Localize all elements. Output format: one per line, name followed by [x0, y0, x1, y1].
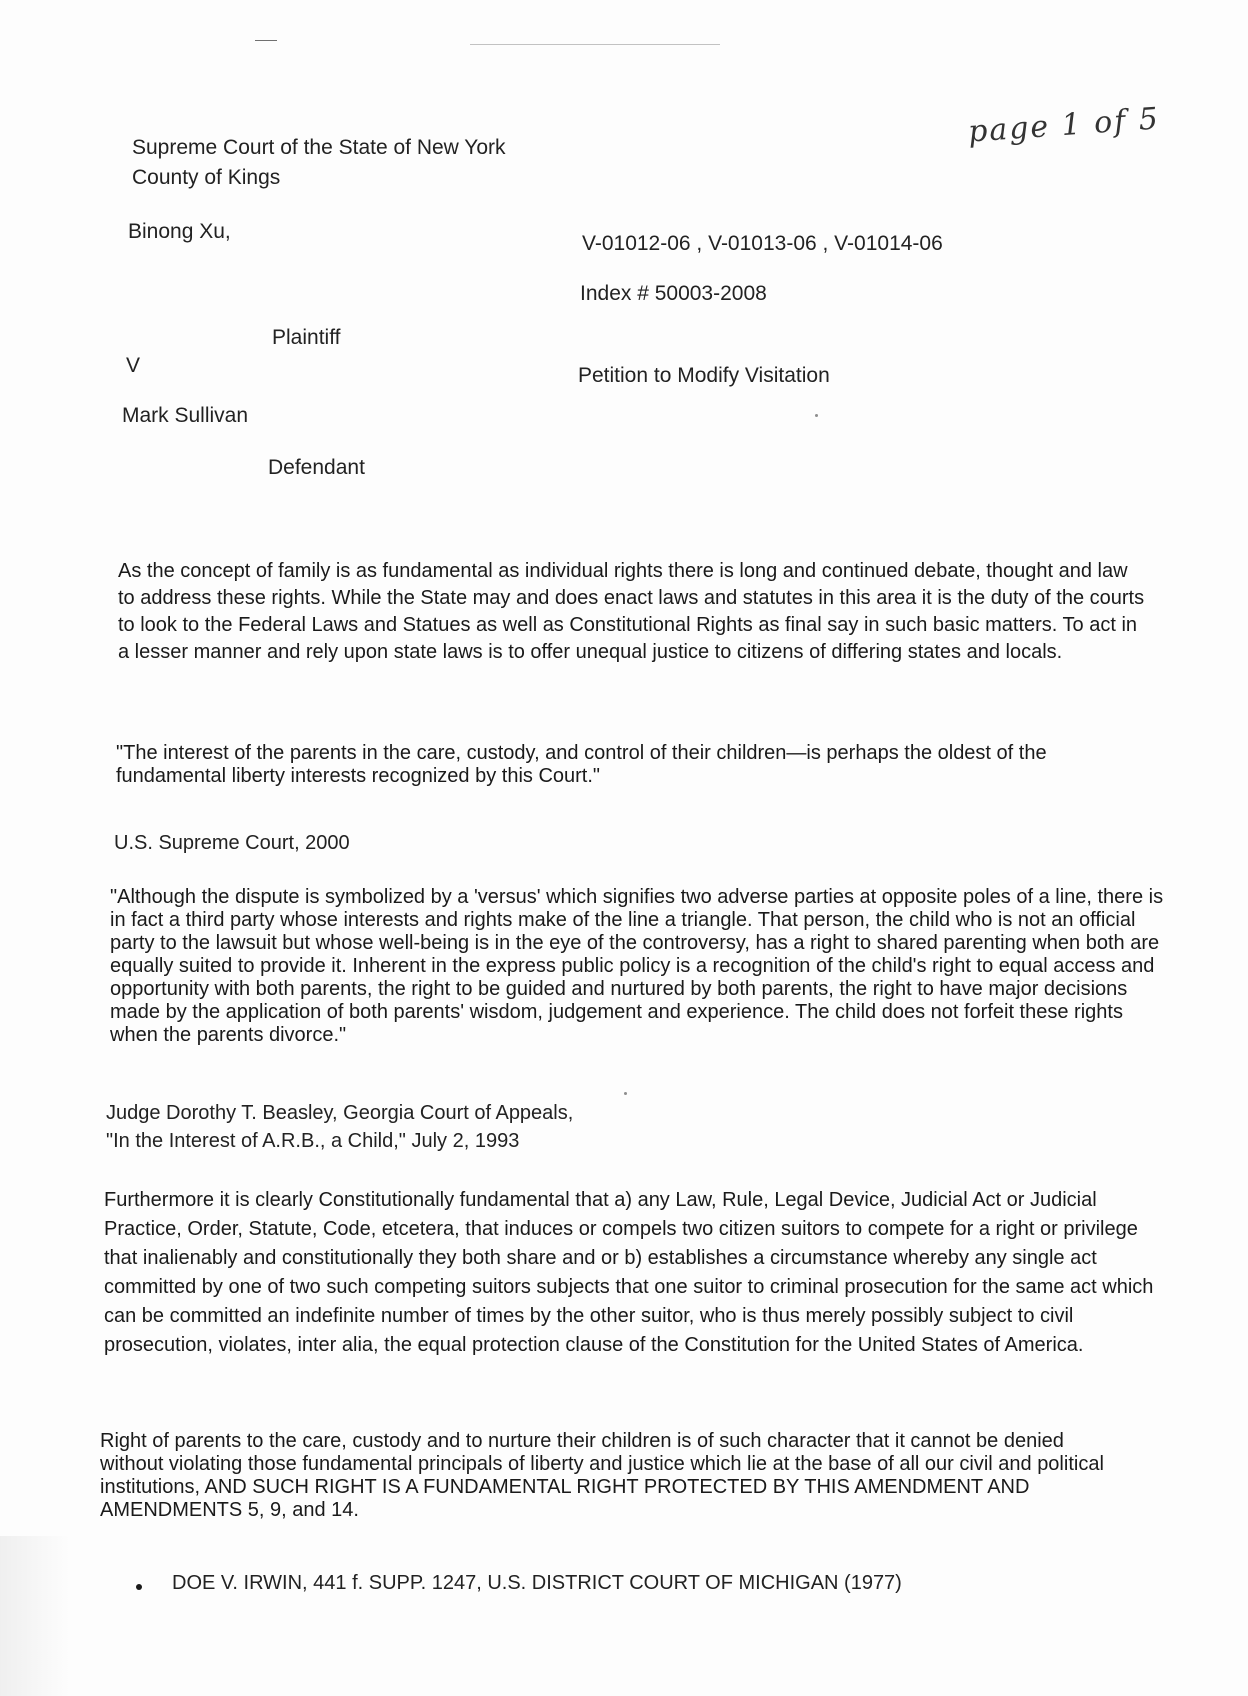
- versus-label: V: [126, 354, 141, 377]
- defendant-label: Defendant: [268, 456, 365, 479]
- body-paragraph-1: As the concept of family is as fundamental as individual rights there is long and continued debate, thought and law to address these rights. While the State may and does enact laws and statutes in this area it is the duty of the courts to look to the Federal Laws and Statues as well as Constitutional Rights as final say in such basic matters. To act in a lesser manner and rely upon state laws is to offer unequal justice to citizens of differing states and locals.: [118, 560, 1145, 663]
- citation-1: DOE V. IRWIN, 441 f. SUPP. 1247, U.S. DISTRICT COURT OF MICHIGAN (1977): [172, 1572, 902, 1594]
- court-name: Supreme Court of the State of New York: [132, 136, 506, 159]
- court-county: County of Kings: [132, 166, 281, 189]
- plaintiff-label: Plaintiff: [272, 326, 341, 349]
- quote-2-source-line-1: Judge Dorothy T. Beasley, Georgia Court of Appeals,: [106, 1102, 574, 1124]
- scan-speck: [624, 1092, 627, 1095]
- quote-2-source-line-2: "In the Interest of A.R.B., a Child," July 2, 1993: [106, 1130, 520, 1152]
- docket-numbers: V-01012-06 , V-01013-06 , V-01014-06: [582, 232, 943, 255]
- index-number: Index # 50003-2008: [580, 282, 767, 305]
- defendant-name: Mark Sullivan: [122, 404, 249, 427]
- scan-edge-shadow: [0, 1536, 70, 1696]
- scan-artifact-line: [470, 44, 720, 45]
- body-paragraph-2: Furthermore it is clearly Constitutionally fundamental that a) any Law, Rule, Legal Device, Judicial Act or Judicial Practice, Order, Statute, Code, etcetera, that induces or compels two citizen suitors to compete for a right or privilege that inalienably and constitutionally they both share and or b) establishes a circumstance whereby any single act committed by one of two such competing suitors subjects that one suitor to criminal prosecution for the same act which can be committed an indefinite number of times by the other suitor, who is thus merely possibly subject to civil prosecution, violates, inter alia, the equal protection clause of the Constitution for the United States of America.: [104, 1189, 1154, 1356]
- quote-1-source: U.S. Supreme Court, 2000: [114, 832, 350, 854]
- plaintiff-name: Binong Xu,: [128, 220, 231, 243]
- scan-artifact-mark: [255, 40, 277, 41]
- quote-1: "The interest of the parents in the care, custody, and control of their children—is perhaps the oldest of the fundamental liberty interests recognized by this Court.": [116, 742, 1047, 787]
- page-marker-handwritten: page 1 of 5: [967, 101, 1161, 150]
- petition-title: Petition to Modify Visitation: [578, 364, 830, 387]
- bullet-icon: [136, 1584, 142, 1590]
- scan-speck: [815, 414, 818, 417]
- quote-2: "Although the dispute is symbolized by a 'versus' which signifies two adverse parties at opposite poles of a line, there is in fact a third party whose interests and rights make of the line a triangle. That person, the child who is not an official party to the lawsuit but whose well-being is in the eye of the controversy, has a right to shared parenting when both are equally suited to provide it. Inherent in the express public policy is a recognition of the child's right to equal access and opportunity with both parents, the right to be guided and nurtured by both parents, the right to have major decisions made by the application of both parents' wisdom, judgement and experience. The child does not forfeit these rights when the parents divorce.": [110, 886, 1164, 1046]
- body-paragraph-3: Right of parents to the care, custody and to nurture their children is of such character that it cannot be denied without violating those fundamental principals of liberty and justice which lie at the base of all our civil and political institutions, AND SUCH RIGHT IS A FUNDAMENTAL RIGHT PROTECTED BY THIS AMENDMENT AND AMENDMENTS 5, 9, and 14.: [100, 1430, 1104, 1521]
